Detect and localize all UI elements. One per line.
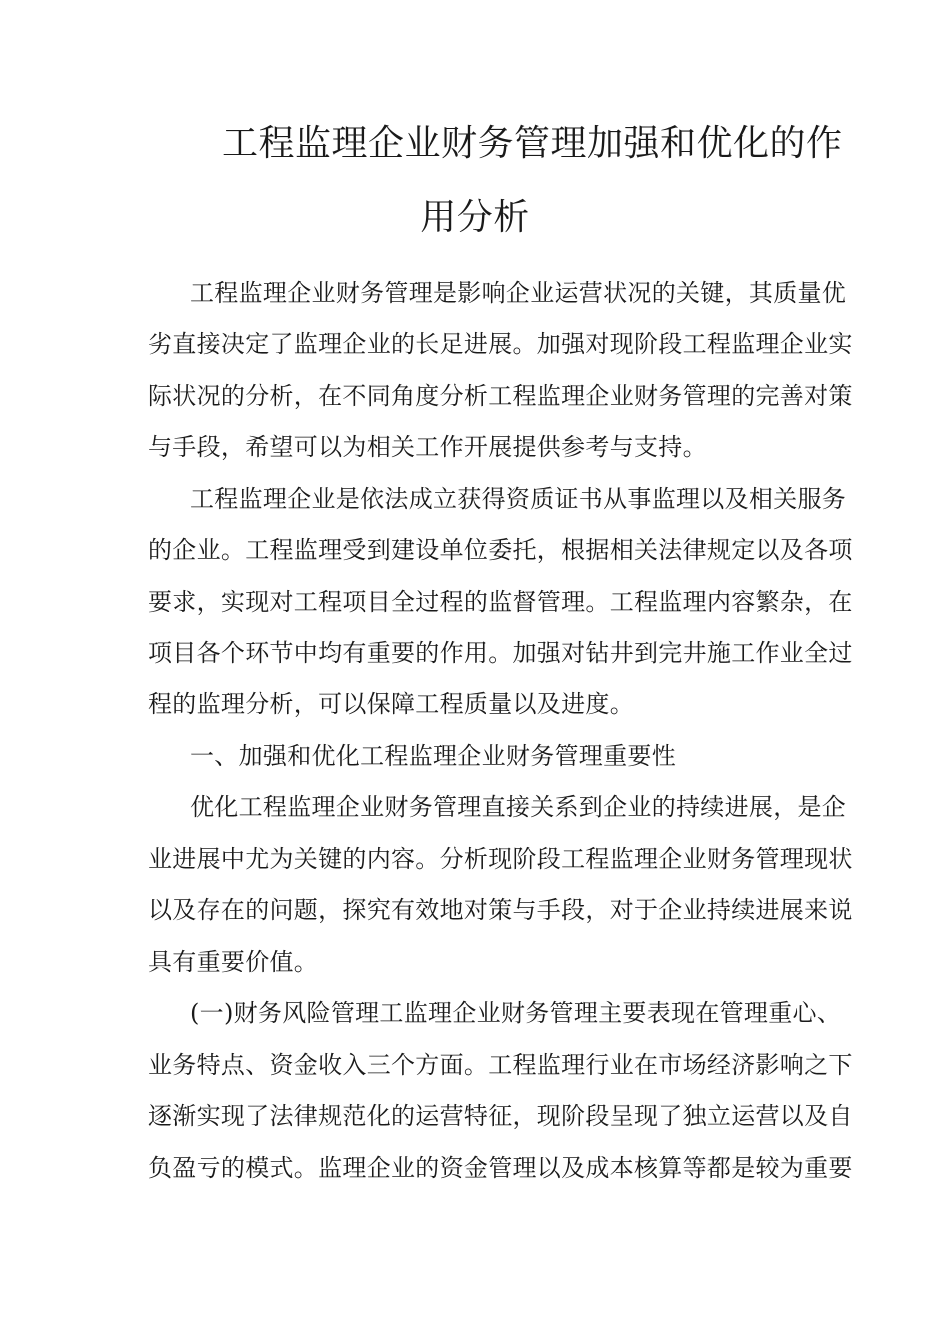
body-line: (一)财务风险管理工监理企业财务管理主要表现在管理重心、 [190, 999, 842, 1027]
body-line: 业务特点、资金收入三个方面。工程监理行业在市场经济影响之下 [148, 1051, 853, 1079]
body-line: 工程监理企业财务管理是影响企业运营状况的关键，其质量优 [190, 279, 847, 307]
body-line: 逐渐实现了法律规范化的运营特征，现阶段呈现了独立运营以及自 [148, 1102, 853, 1130]
body-line: 负盈亏的模式。监理企业的资金管理以及成本核算等都是较为重要 [148, 1154, 853, 1182]
body-line: 具有重要价值。 [148, 948, 319, 976]
body-line: 际状况的分析，在不同角度分析工程监理企业财务管理的完善对策 [148, 382, 853, 410]
section-heading: 一、加强和优化工程监理企业财务管理重要性 [190, 742, 676, 770]
body-line: 程的监理分析，可以保障工程质量以及进度。 [148, 690, 634, 718]
title-line-2: 用分析 [420, 197, 530, 238]
body-line: 项目各个环节中均有重要的作用。加强对钻井到完井施工作业全过 [148, 639, 853, 667]
body-line: 业进展中尤为关键的内容。分析现阶段工程监理企业财务管理现状 [148, 845, 853, 873]
body-line: 优化工程监理企业财务管理直接关系到企业的持续进展，是企 [190, 793, 847, 821]
body-line: 的企业。工程监理受到建设单位委托，根据相关法律规定以及各项 [148, 536, 853, 564]
title-line-1: 工程监理企业财务管理加强和优化的作 [222, 123, 843, 164]
body-line: 工程监理企业是依法成立获得资质证书从事监理以及相关服务 [190, 485, 847, 513]
body-line: 与手段，希望可以为相关工作开展提供参考与支持。 [148, 433, 707, 461]
body-line: 以及存在的问题，探究有效地对策与手段，对于企业持续进展来说 [148, 896, 853, 924]
body-line: 劣直接决定了监理企业的长足进展。加强对现阶段工程监理企业实 [148, 330, 853, 358]
body-line: 要求，实现对工程项目全过程的监督管理。工程监理内容繁杂，在 [148, 588, 853, 616]
